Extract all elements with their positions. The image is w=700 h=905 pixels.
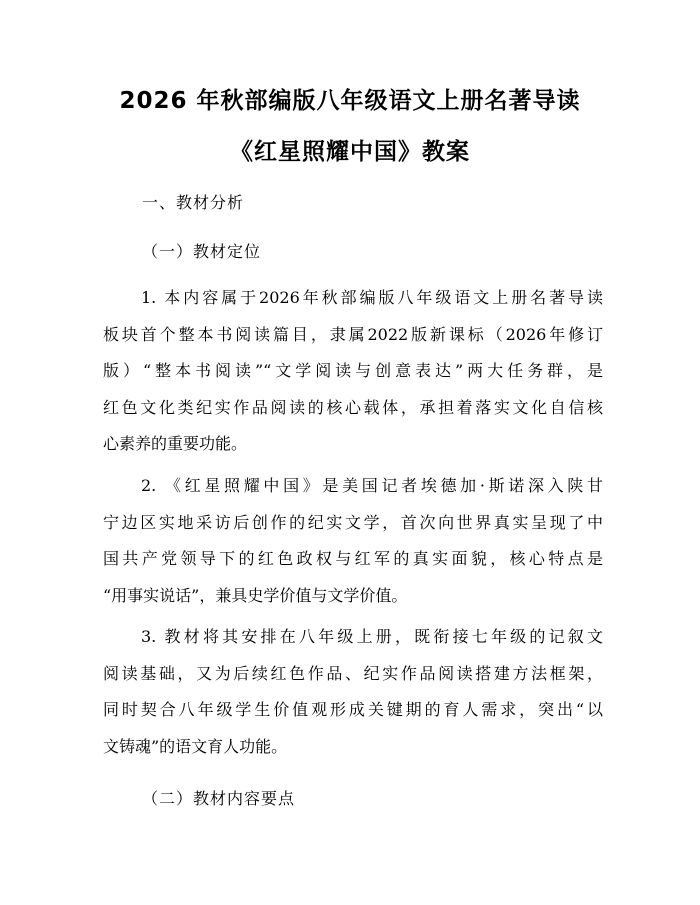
document-title-line-2: 《红星照耀中国》教案 <box>230 139 470 165</box>
section-heading-textbook-analysis: 一、教材分析 <box>142 193 245 212</box>
paragraph-line: 同时契合八年级学生价值观形成关键期的育人需求，突出“以 <box>103 700 603 719</box>
paragraph-line: 国共产党领导下的红色政权与红军的真实面貌，核心特点是 <box>103 549 603 568</box>
paragraph-line: 文铸魂”的语文育人功能。 <box>103 736 288 756</box>
paragraph-line: 宁边区实地采访后创作的纪实文学，首次向世界真实呈现了中 <box>103 512 603 532</box>
paragraph-line: 板块首个整本书阅读篇目，隶属2022版新课标（2026年修订 <box>103 324 603 344</box>
paragraph-line: 版）“整本书阅读”“文学阅读与创意表达”两大任务群，是 <box>103 361 603 380</box>
paragraph-line: 1. 本内容属于2026年秋部编版八年级语文上册名著导读 <box>141 288 603 307</box>
paragraph-line: 阅读基础，又为后续红色作品、纪实作品阅读搭建方法框架， <box>103 663 603 683</box>
document-title-line-1: 2026 年秋部编版八年级语文上册名著导读 <box>119 88 581 114</box>
paragraph-2 <box>103 468 603 614</box>
paragraph-line: 心素养的重要功能。 <box>103 434 248 453</box>
subsection-heading-textbook-positioning: （一）教材定位 <box>142 242 262 261</box>
paragraph-1 <box>103 280 603 463</box>
paragraph-line: 3. 教材将其安排在八年级上册，既衔接七年级的记叙文 <box>141 627 603 646</box>
paragraph-line: 红色文化类纪实作品阅读的核心载体，承担着落实文化自信核 <box>103 397 603 417</box>
paragraph-line: 2. 《红星照耀中国》是美国记者埃德加·斯诺深入陕甘 <box>141 476 603 495</box>
subsection-heading-content-points: （二）教材内容要点 <box>142 789 296 808</box>
paragraph-line: “用事实说话”，兼具史学价值与文学价值。 <box>103 585 408 605</box>
paragraph-3 <box>103 619 603 765</box>
